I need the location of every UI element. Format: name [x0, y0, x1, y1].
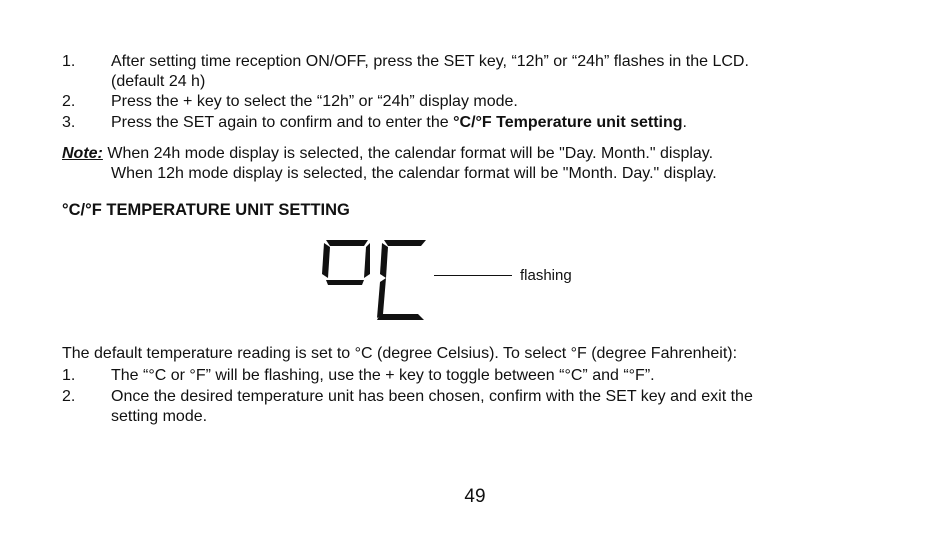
- step-1-text-cont: (default 24 h): [111, 73, 206, 90]
- step-3-text-end: .: [682, 114, 687, 131]
- note-line-1: [62, 144, 713, 164]
- step-number: 2.: [62, 93, 76, 110]
- lcd-segment: [384, 240, 426, 246]
- lcd-celsius-segment-display: [320, 234, 432, 324]
- toggle-step-text: The “°C or °F” will be flashing, use the + key to toggle between “°C” and “°F”.: [111, 367, 655, 384]
- flashing-callout: flashing: [520, 267, 572, 284]
- step-2-text: Press the + key to select the “12h” or “24h” display mode.: [111, 93, 518, 110]
- lcd-segment: [322, 243, 330, 278]
- lcd-segment: [364, 243, 370, 278]
- lcd-segment: [377, 314, 424, 320]
- lcd-segment: [326, 240, 368, 246]
- step-3-text-plain: Press the SET again to confirm and to enter the: [111, 114, 454, 131]
- step-number: 3.: [62, 114, 76, 131]
- callout-line: [434, 275, 512, 276]
- step-number: 2.: [62, 388, 76, 405]
- intro-text: The default temperature reading is set to °C (degree Celsius). To select °F (degree Fahrenheit):: [62, 345, 738, 362]
- lcd-segment: [377, 278, 386, 318]
- note-text-1: When 24h mode display is selected, the calendar format will be "Day. Month." display.: [102, 145, 714, 162]
- confirm-step-text: Once the desired temperature unit has been chosen, confirm with the SET key and exit the: [111, 388, 753, 405]
- step-number: 1.: [62, 367, 76, 384]
- step-3-text: [111, 113, 687, 133]
- note-label: Note:: [62, 145, 103, 162]
- lcd-segment: [326, 280, 364, 285]
- lcd-segment: [380, 243, 388, 278]
- section-heading: °C/°F TEMPERATURE UNIT SETTING: [62, 201, 350, 219]
- step-number: 1.: [62, 53, 76, 70]
- note-line-2: When 12h mode display is selected, the calendar format will be "Month. Day." display.: [111, 165, 717, 182]
- step-3-text-bold: °C/°F Temperature unit setting: [453, 114, 683, 131]
- confirm-step-text-cont: setting mode.: [111, 408, 208, 425]
- step-1-text: After setting time reception ON/OFF, press the SET key, “12h” or “24h” flashes in the LCD.: [111, 53, 749, 70]
- page-number: 49: [464, 486, 486, 507]
